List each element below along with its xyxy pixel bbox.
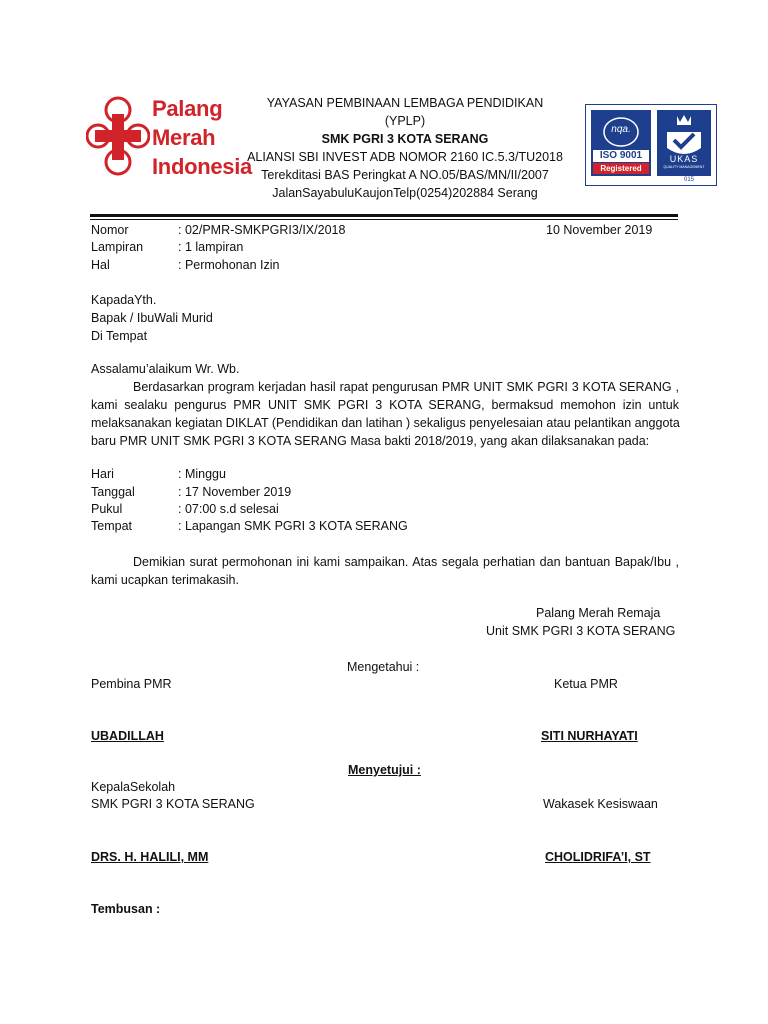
- school-name: SMK PGRI 3 KOTA SERANG: [321, 132, 489, 146]
- pembina-title: Pembina PMR: [91, 677, 172, 691]
- body-paragraph-line-4: baru PMR UNIT SMK PGRI 3 KOTA SERANG Masa bakti 2018/2019, yang akan dilaksanakan pada:: [91, 434, 650, 448]
- ukas-sub-text: QUALITY MANAGEMENT: [663, 165, 705, 169]
- wakasek-name: CHOLIDRIFA’I, ST: [545, 850, 651, 864]
- header-divider-thick: [90, 214, 678, 217]
- menyetujui-label: Menyetujui :: [348, 763, 421, 777]
- hal-label: Hal: [91, 258, 110, 272]
- recipient-line-3: Di Tempat: [91, 329, 148, 343]
- kepsek-school: SMK PGRI 3 KOTA SERANG: [91, 797, 255, 811]
- body-paragraph-line-2: kami sealaku pengurus PMR UNIT SMK PGRI 3 KOTA SERANG, bermaksud memohon izin untuk: [91, 398, 679, 412]
- closing-line-1: Demikian surat permohonan ini kami sampaikan. Atas segala perhatian dan bantuan Bapak/Ibu ,: [133, 555, 679, 569]
- ketua-title: Ketua PMR: [554, 677, 618, 691]
- red-cross-flower-icon: [86, 96, 150, 186]
- recipient-line-1: KapadaYth.: [91, 293, 157, 307]
- nomor-value: : 02/PMR-SMKPGRI3/IX/2018: [178, 223, 346, 237]
- greeting: Assalamu’alaikum Wr. Wb.: [91, 362, 240, 376]
- nomor-label: Nomor: [91, 223, 129, 237]
- address-line: JalanSayabuluKaujonTelp(0254)202884 Serang: [272, 186, 538, 200]
- logo-line-1: Palang: [152, 96, 223, 121]
- pembina-name: UBADILLAH: [91, 729, 164, 743]
- closing-line-2: kami ucapkan terimakasih.: [91, 573, 239, 587]
- pmi-logo: [86, 96, 252, 186]
- iso-text: ISO 9001: [599, 150, 643, 161]
- tanggal-label: Tanggal: [91, 485, 135, 499]
- logo-line-2: Merah: [152, 125, 216, 150]
- tempat-label: Tempat: [91, 519, 132, 533]
- kepsek-title: KepalaSekolah: [91, 780, 176, 794]
- org-unit: Unit SMK PGRI 3 KOTA SERANG: [486, 624, 676, 638]
- mengetahui-label: Mengetahui :: [347, 660, 420, 674]
- ukas-number: 015: [683, 177, 694, 183]
- foundation-abbr: (YPLP): [384, 114, 426, 128]
- wakasek-title: Wakasek Kesiswaan: [543, 797, 658, 811]
- hari-label: Hari: [91, 467, 114, 481]
- org-name: Palang Merah Remaja: [536, 606, 661, 620]
- lampiran-value: : 1 lampiran: [178, 240, 244, 254]
- tembusan-label: Tembusan :: [91, 902, 161, 916]
- body-paragraph-line-3: melaksanakan kegiatan DIKLAT (Pendidikan dan latihan ) sekaligus penyelesaian atau pelantikan anggota: [91, 416, 680, 430]
- letter-date: 10 November 2019: [546, 223, 653, 237]
- alliance-line: ALIANSI SBI INVEST ADB NOMOR 2160 IC.5.3/TU2018: [247, 150, 563, 164]
- lampiran-label: Lampiran: [91, 240, 144, 254]
- nqa-text: nqa.: [611, 124, 631, 135]
- letterhead: [240, 94, 570, 202]
- recipient-line-2: Bapak / IbuWali Murid: [91, 311, 213, 325]
- tempat-value: : Lapangan SMK PGRI 3 KOTA SERANG: [178, 519, 408, 533]
- ketua-name: SITI NURHAYATI: [541, 729, 638, 743]
- foundation-name: YAYASAN PEMBINAAN LEMBAGA PENDIDIKAN: [266, 96, 544, 110]
- accreditation-line: Terekditasi BAS Peringkat A NO.05/BAS/MN/II/2007: [261, 168, 549, 182]
- tanggal-value: : 17 November 2019: [178, 485, 292, 499]
- logo-line-3: Indonesia: [152, 154, 252, 179]
- header-divider-thin: [90, 219, 678, 220]
- certification-logos: [585, 104, 717, 186]
- ukas-badge: [657, 110, 711, 176]
- body-paragraph-line-1: Berdasarkan program kerjadan hasil rapat pengurusan PMR UNIT SMK PGRI 3 KOTA SERANG ,: [133, 380, 679, 394]
- pukul-value: : 07:00 s.d selesai: [178, 502, 279, 516]
- pmi-logo-text: [152, 94, 252, 181]
- iso-9001-badge: [591, 110, 651, 176]
- kepsek-name: DRS. H. HALILI, MM: [91, 850, 209, 864]
- hari-value: : Minggu: [178, 467, 226, 481]
- hal-value: : Permohonan Izin: [178, 258, 280, 272]
- registered-text: Registered: [600, 164, 642, 173]
- pukul-label: Pukul: [91, 502, 123, 516]
- ukas-text: UKAS: [669, 154, 699, 164]
